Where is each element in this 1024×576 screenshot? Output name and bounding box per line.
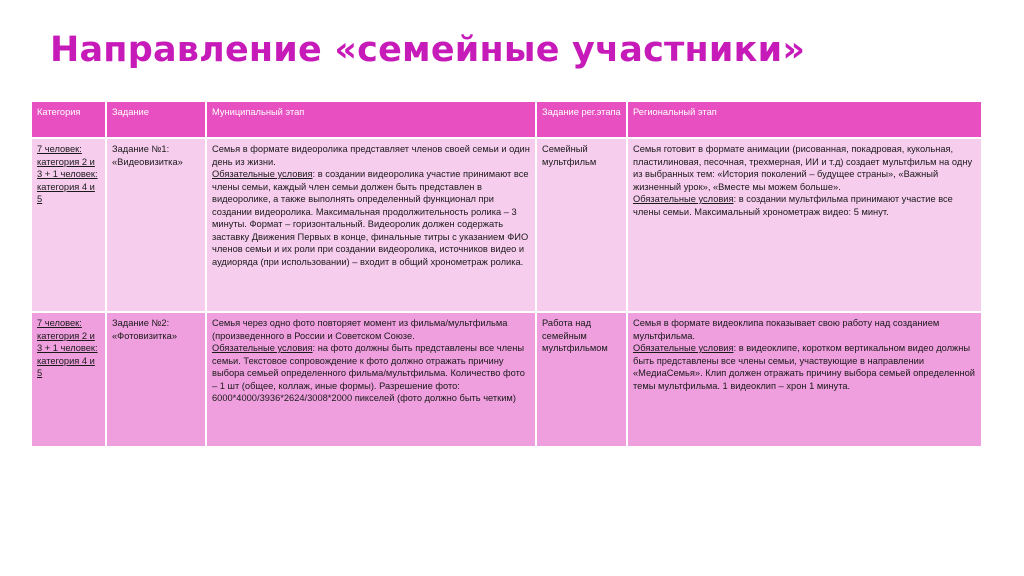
regional-intro: Семья готовит в формате анимации (рисованная, покадровая, кукольная, пластилиновая, песочная, трехмерная, ИИ и т.д) создает мультфильм на одну из выбранных тем: «История поколений – будущее страны», «Важный жизненный урок», «Вместе мы можем больше». bbox=[633, 144, 973, 192]
regional-conditions-label: Обязательные условия bbox=[633, 343, 734, 353]
municipal-intro: Семья в формате видеоролика представляет членов своей семьи и один день из жизни. bbox=[212, 144, 530, 167]
regional-task-cell: Семейный мультфильм bbox=[536, 138, 627, 312]
header-municipal-stage: Муниципальный этап bbox=[206, 101, 536, 138]
category-text: 7 человек: категория 2 и 3 + 1 человек: категория 4 и 5 bbox=[37, 144, 98, 204]
regional-task-cell: Работа над семейным мультфильмом bbox=[536, 312, 627, 447]
tasks-table bbox=[30, 100, 983, 448]
regional-stage-cell bbox=[627, 138, 982, 312]
header-task: Задание bbox=[106, 101, 206, 138]
table-row bbox=[31, 312, 982, 447]
regional-conditions-text: : в создании мультфильма принимают участие все члены семьи. Максимальный хронометраж видео: 5 минут. bbox=[633, 194, 953, 217]
municipal-stage-cell bbox=[206, 138, 536, 312]
regional-conditions-label: Обязательные условия bbox=[633, 194, 734, 204]
table-row bbox=[31, 138, 982, 312]
category-cell bbox=[31, 312, 106, 447]
municipal-conditions-text: : в создании видеоролика участие принимают все члены семьи, каждый член семьи должен быть представлен в видеоролике, а также выполнять определенный функционал при создании видеоролика. Максимальная продолжительность ролика – 3 минуты. Формат – горизонтальный. Видеоролик должен содержать заставку Движения Первых в конце, финальные титры с указанием ФИО членов семьи и их роли при создании видеоролика, источников видео и аудиоряда (при использовании) – входит в общий хронометраж ролика. bbox=[212, 169, 529, 267]
municipal-conditions-label: Обязательные условия bbox=[212, 169, 313, 179]
category-text: 7 человек: категория 2 и 3 + 1 человек: категория 4 и 5 bbox=[37, 318, 98, 378]
task-cell: Задание №2: «Фотовизитка» bbox=[106, 312, 206, 447]
municipal-conditions-text: : на фото должны быть представлены все члены семьи. Текстовое сопровождение к фото должно отражать причину выбора семьей определенного фильма/мультфильма. Количество фото – 1 шт (общее, коллаж, иные формы). Разрешение фото: 6000*4000/3936*2624/3008*2000 пикселей (фото должно быть четким) bbox=[212, 343, 525, 403]
category-cell bbox=[31, 138, 106, 312]
regional-stage-cell bbox=[627, 312, 982, 447]
municipal-intro: Семья через одно фото повторяет момент из фильма/мультфильма (произведенного в России и Советском Союзе. bbox=[212, 318, 508, 341]
header-regional-stage: Региональный этап bbox=[627, 101, 982, 138]
header-category: Категория bbox=[31, 101, 106, 138]
regional-conditions-text: : в видеоклипе, коротком вертикальном видео должны быть представлены все члены семьи, участвующие в направлении «МедиаСемья». Клип должен отражать причину выбора семьей определенной темы мультфильма. 1 видеоклип – хрон 1 минута. bbox=[633, 343, 975, 391]
task-cell: Задание №1: «Видеовизитка» bbox=[106, 138, 206, 312]
page-title: Направление «семейные участники» bbox=[50, 30, 806, 70]
header-regional-task: Задание рег.этапа bbox=[536, 101, 627, 138]
regional-intro: Семья в формате видеоклипа показывает свою работу над созданием мультфильма. bbox=[633, 318, 940, 341]
table-header-row bbox=[31, 101, 982, 138]
municipal-stage-cell bbox=[206, 312, 536, 447]
municipal-conditions-label: Обязательные условия bbox=[212, 343, 313, 353]
